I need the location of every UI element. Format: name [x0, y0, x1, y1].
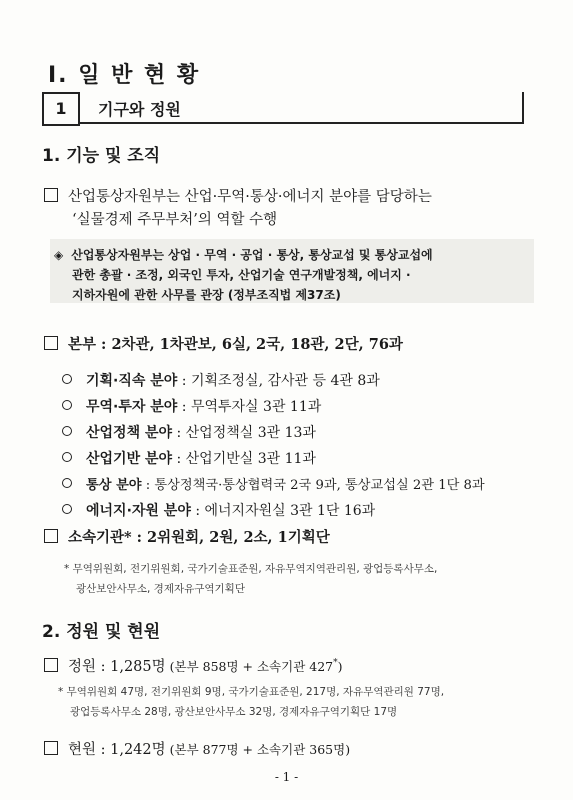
- section-title: 기구와 정원: [98, 100, 181, 119]
- page-number: - 1 -: [274, 770, 299, 784]
- quota-detail: (본부 858명 + 소속기관 427: [165, 659, 334, 674]
- quota-footnote: * 무역위원회 47명, 전기위원회 9명, 국가기술표준원, 217명, 자유무역관리원 77명,: [58, 686, 445, 698]
- bullet-label: 통상 분야: [86, 478, 142, 493]
- checkbox-square-icon: [44, 188, 58, 202]
- note-line: [54, 246, 433, 263]
- section-number: 1: [42, 92, 80, 126]
- subsection-title-function: 1. 기능 및 조직: [42, 146, 161, 166]
- quota-value: 1,285명: [110, 659, 166, 675]
- note-line: 관한 총괄 · 조정, 외국인 투자, 산업기술 연구개발정책, 에너지 ·: [72, 268, 411, 282]
- note-text: 산업통상자원부는 상업 · 무역 · 공업 · 통상, 통상교섭 및 통상교섭에: [71, 248, 433, 262]
- circle-bullet-icon: [62, 400, 72, 410]
- circle-bullet-icon: [62, 478, 72, 488]
- list-item: [62, 448, 316, 468]
- bullet-label: 에너지·자원 분야: [86, 503, 191, 519]
- current-detail: (본부 877명 + 소속기관 365명): [165, 742, 351, 757]
- list-item: [62, 474, 485, 493]
- quota-star: *: [333, 658, 338, 669]
- bullet-text: : 기획조정실, 감사관 등 4관 8과: [177, 373, 380, 389]
- bullet-label: 무역·투자 분야: [86, 399, 178, 415]
- checkbox-square-icon: [44, 529, 58, 543]
- quota-line: [44, 655, 343, 676]
- current-label: 현원 :: [68, 742, 111, 758]
- bullet-label: 산업정책 분야: [86, 425, 173, 441]
- affiliated-footnote: * 무역위원회, 전기위원회, 국가기술표준원, 자유무역지역관리원, 광업등록사무소,: [64, 563, 438, 575]
- affiliated-footnote: 광산보안사무소, 경제자유구역기획단: [76, 583, 245, 595]
- paragraph-line: [44, 185, 432, 206]
- affiliated-text: 소속기관* : 2위원회, 2원, 2소, 1기획단: [68, 529, 330, 546]
- list-item: [62, 396, 321, 416]
- current-value: 1,242명: [110, 742, 166, 758]
- circle-bullet-icon: [62, 426, 72, 436]
- circle-bullet-icon: [62, 452, 72, 462]
- chapter-title: Ⅰ. 일 반 현 황: [48, 63, 201, 88]
- affiliated-line: [44, 526, 330, 547]
- section-underline: [80, 122, 524, 124]
- paragraph-line: ‘실물경제 주무부처’의 역할 수행: [72, 212, 278, 228]
- list-item: [62, 370, 380, 390]
- subsection-title-staff: 2. 정원 및 현원: [42, 622, 161, 642]
- hq-organization-line: [44, 333, 403, 354]
- checkbox-square-icon: [44, 336, 58, 350]
- diamond-marker-icon: ◈: [54, 248, 64, 262]
- bullet-label: 기획·직속 분야: [86, 373, 178, 389]
- bullet-text: : 에너지자원실 3관 1단 16과: [190, 503, 376, 519]
- bullet-text: : 통상정책국·통상협력국 2국 9과, 통상교섭실 2관 1단 8과: [141, 478, 485, 493]
- current-staff-line: [44, 738, 350, 759]
- circle-bullet-icon: [62, 374, 72, 384]
- quota-label: 정원 :: [68, 659, 111, 675]
- section-header: [42, 92, 524, 124]
- note-line: 지하자원에 관한 사무를 관장 (정부조직법 제37조): [72, 288, 341, 302]
- checkbox-square-icon: [44, 741, 58, 755]
- bullet-text: : 산업기반실 3관 11과: [172, 451, 316, 467]
- bullet-label: 산업기반 분야: [86, 451, 173, 467]
- bullet-text: : 무역투자실 3관 11과: [177, 399, 322, 415]
- checkbox-square-icon: [44, 658, 58, 672]
- bullet-text: : 산업정책실 3관 13과: [172, 425, 316, 441]
- quota-footnote: 광업등록사무소 28명, 광산보안사무소 32명, 경제자유구역기획단 17명: [70, 706, 398, 718]
- circle-bullet-icon: [62, 504, 72, 514]
- section-right-rule: [522, 92, 524, 124]
- quota-close: ): [337, 659, 343, 674]
- hq-organization-text: 본부 : 2차관, 1차관보, 6실, 2국, 18관, 2단, 76과: [68, 336, 403, 353]
- list-item: [62, 422, 316, 442]
- list-item: [62, 500, 375, 520]
- legal-basis-note: [50, 239, 534, 303]
- paragraph-text: 산업통상자원부는 산업·무역·통상·에너지 분야를 담당하는: [68, 189, 432, 205]
